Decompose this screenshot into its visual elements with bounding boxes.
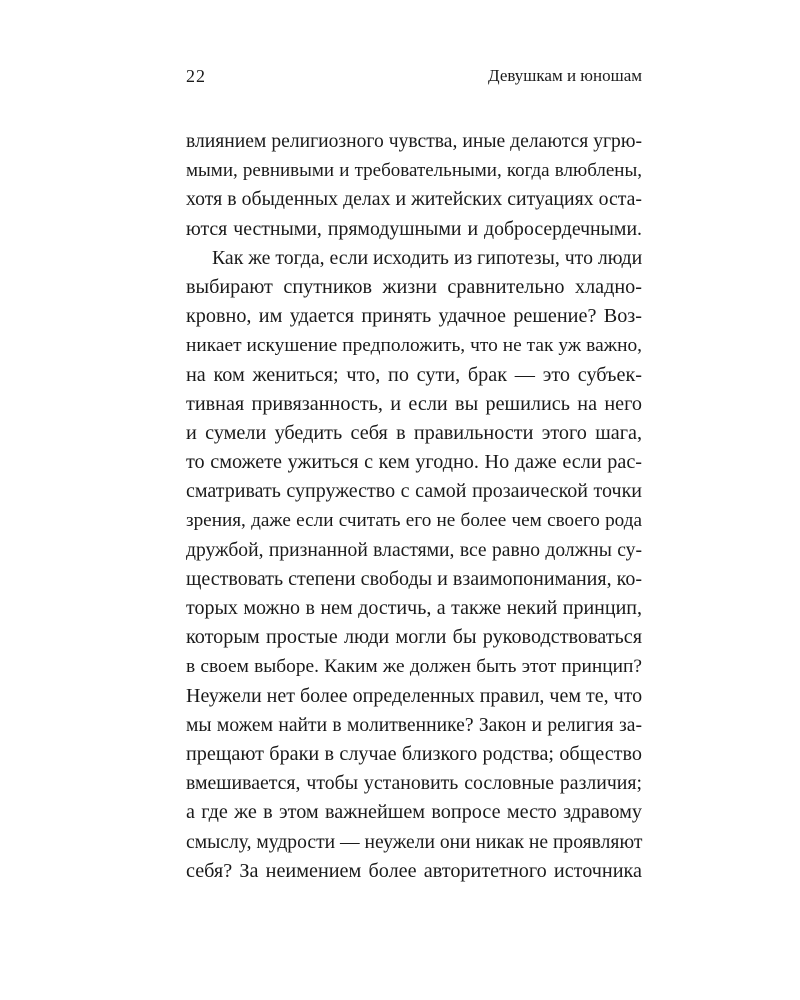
text-line: хотя в обыденных делах и житейских ситуациях оста-	[186, 188, 642, 211]
text-line: зрения, даже если считать его не более чем своего рода	[186, 510, 642, 532]
text-line: на ком жениться; что, по сути, брак — это субъек-	[186, 363, 642, 386]
text-line: ществовать степени свободы и взаимопонимания, ко-	[186, 567, 642, 590]
text-line: и сумели убедить себя в правильности этого шага,	[186, 421, 642, 444]
text-line: торых можно в нем достичь, а также некий принцип,	[186, 597, 642, 619]
text-line: Неужели нет более определенных правил, чем те, что	[186, 684, 643, 707]
text-line: вмешивается, чтобы установить сословные различия;	[186, 772, 642, 795]
text-line: ются честными, прямодушными и добросердечными.	[186, 217, 642, 240]
text-line: кровно, им удается принять удачное решение? Воз-	[186, 305, 642, 328]
body-text	[186, 127, 642, 886]
paragraph-start-line: Как же тогда, если исходить из гипотезы, что люди	[212, 246, 643, 269]
text-line: никает искушение предположить, что не так уж важно,	[186, 335, 642, 357]
text-line: прещают браки в случае близкого родства; общество	[186, 742, 642, 765]
page-number: 22	[186, 66, 206, 86]
text-line: мы можем найти в молитвеннике? Закон и религия за-	[186, 714, 642, 736]
text-line: мыми, ревнивыми и требовательными, когда влюблены,	[186, 160, 642, 182]
text-line: себя? За неимением более авторитетного источника	[186, 859, 642, 882]
text-line: в своем выборе. Каким же должен быть этот принцип?	[186, 656, 642, 678]
text-line: которым простые люди могли бы руководствоваться	[186, 626, 642, 649]
text-line: то сможете ужиться с кем угодно. Но даже если рас-	[186, 451, 642, 474]
page-header	[186, 66, 642, 92]
text-line: тивная привязанность, и если вы решились на него	[186, 392, 642, 415]
text-line: влиянием религиозного чувства, иные делаются угрю-	[186, 131, 642, 152]
text-line: дружбой, признанной властями, все равно должны су-	[186, 539, 642, 561]
text-line: выбирают спутников жизни сравнительно хладно-	[186, 275, 642, 298]
text-line: сматривать супружество с самой прозаической точки	[186, 480, 642, 503]
text-line: смыслу, мудрости — неужели они никак не проявляют	[186, 831, 643, 853]
running-title: Девушкам и юношам	[488, 66, 642, 85]
text-line: а где же в этом важнейшем вопросе место здравому	[186, 801, 642, 824]
